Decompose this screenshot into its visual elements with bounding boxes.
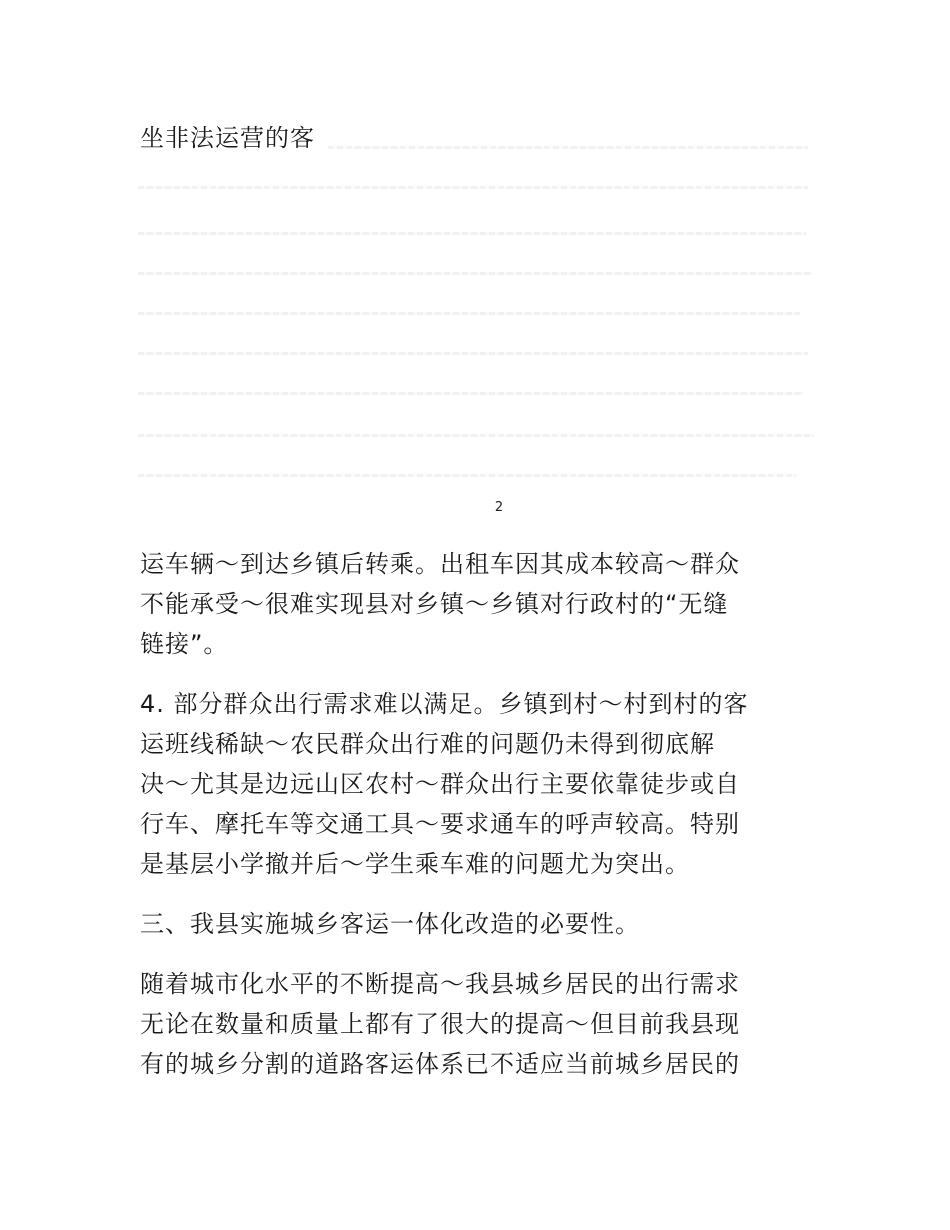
- faint-line: [138, 392, 804, 395]
- text-line: 不能承受～很难实现县对乡镇～乡镇对行政村的“无缝: [140, 590, 729, 618]
- text-line: 随着城市化水平的不断提高～我县城乡居民的出行需求: [140, 970, 740, 998]
- text-line: 运车辆～到达乡镇后转乘。出租车因其成本较高～群众: [140, 550, 740, 578]
- top-text-line: 坐非法运营的客: [140, 124, 315, 152]
- page-number: 2: [494, 500, 504, 515]
- faint-line: [138, 434, 814, 437]
- faint-line: [328, 146, 808, 149]
- faint-line: [138, 232, 806, 235]
- faint-line: [138, 312, 800, 315]
- text-line: 行车、摩托车等交通工具～要求通车的呼声较高。特别: [140, 810, 740, 838]
- paragraph: [140, 684, 810, 884]
- text-line: 无论在数量和质量上都有了很大的提高～但目前我县现: [140, 1010, 740, 1038]
- text-line: 链接”。: [140, 630, 229, 658]
- text-line: 4. 部分群众出行需求难以满足。乡镇到村～村到村的客: [140, 690, 749, 718]
- body-text: [140, 544, 810, 1104]
- section-heading: [140, 904, 810, 944]
- paragraph: [140, 544, 810, 664]
- text-line: 决～尤其是边远山区农村～群众出行主要依靠徒步或自: [140, 770, 740, 798]
- faint-line: [138, 352, 808, 355]
- text-line: 有的城乡分割的道路客运体系已不适应当前城乡居民的: [140, 1050, 740, 1078]
- faint-line: [138, 186, 808, 189]
- paragraph: [140, 964, 810, 1084]
- text-line: 三、我县实施城乡客运一体化改造的必要性。: [140, 910, 640, 938]
- text-line: 是基层小学撤并后～学生乘车难的问题尤为突出。: [140, 850, 690, 878]
- faint-line: [138, 474, 796, 477]
- text-line: 运班线稀缺～农民群众出行难的问题仍未得到彻底解: [140, 730, 715, 758]
- faint-text-block: [138, 140, 814, 490]
- faint-line: [138, 272, 812, 275]
